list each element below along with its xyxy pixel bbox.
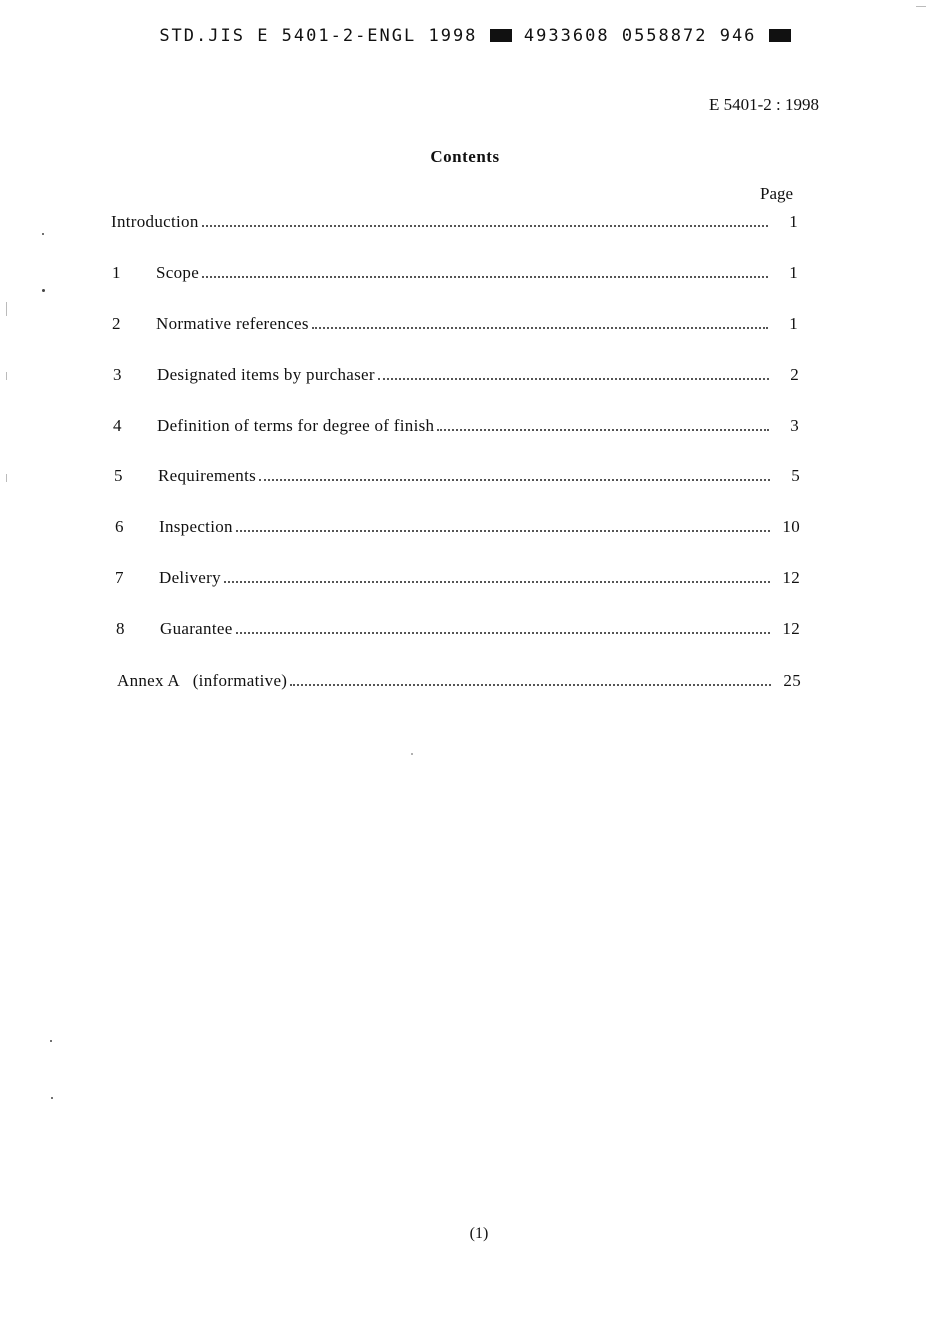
- page-number: (1): [469, 1225, 489, 1242]
- scan-speck: [50, 1040, 52, 1042]
- toc-entry-label: Introduction: [111, 212, 199, 231]
- toc-entry-label: Definition of terms for degree of finish: [157, 416, 435, 435]
- toc-entry-page: 12: [782, 568, 800, 587]
- toc-leader-dots: [236, 628, 770, 634]
- toc-entry[interactable]: [112, 314, 798, 334]
- toc-entry[interactable]: [113, 365, 799, 385]
- toc-leader-dots: [312, 323, 768, 329]
- toc-entry[interactable]: [112, 263, 798, 283]
- toc-entry-page: 25: [783, 671, 801, 690]
- toc-entry-page: 1: [789, 314, 798, 333]
- scan-speck: [51, 1097, 53, 1099]
- toc-entry-page: 2: [790, 365, 799, 384]
- toc-entry-number: 4: [113, 416, 122, 435]
- toc-leader-dots: [378, 374, 769, 380]
- toc-leader-dots: [202, 272, 768, 278]
- header-stamp: [0, 26, 950, 46]
- toc-entry-number: 8: [116, 619, 125, 638]
- header-stamp-code-2: 0558872 946: [621, 26, 757, 46]
- toc-entry-label: Scope: [156, 263, 200, 282]
- header-stamp-text: STD.JIS E 5401-2-ENGL 1998: [159, 26, 478, 46]
- scan-mark: [916, 6, 926, 7]
- toc-entry-number: 3: [113, 365, 122, 384]
- toc-entry-number: 5: [114, 466, 123, 485]
- contents-title: Contents: [430, 147, 500, 166]
- toc-entry-label: Designated items by purchaser: [157, 365, 375, 384]
- toc-entry[interactable]: [117, 671, 801, 691]
- toc-entry[interactable]: [114, 466, 800, 486]
- toc-leader-dots: [437, 425, 769, 431]
- toc-leader-dots: [202, 221, 768, 227]
- scan-mark: [6, 372, 7, 380]
- toc-entry-number: 7: [115, 568, 124, 587]
- toc-leader-dots: [224, 577, 770, 583]
- scan-mark: [6, 302, 7, 316]
- header-stamp-code-1: 4933608: [523, 26, 610, 46]
- toc-entry-page: 10: [782, 517, 800, 536]
- toc-entry-label: Delivery: [159, 568, 221, 587]
- toc-leader-dots: [259, 475, 770, 481]
- toc-entry-number: 6: [115, 517, 124, 536]
- toc-entry[interactable]: [113, 416, 799, 436]
- scan-mark: [6, 474, 7, 482]
- redaction-block: [769, 29, 791, 42]
- toc-entry-label: Requirements: [158, 466, 257, 485]
- toc-entry[interactable]: [115, 517, 800, 537]
- toc-entry-label: Normative references: [156, 314, 309, 333]
- toc-entry-label: Annex A (informative): [117, 671, 288, 690]
- toc-entry[interactable]: [111, 212, 798, 232]
- toc-leader-dots: [290, 680, 771, 686]
- redaction-block: [490, 29, 512, 42]
- toc-entry-page: 12: [782, 619, 800, 638]
- document-id: E 5401-2 : 1998: [708, 95, 819, 114]
- scan-speck: [411, 753, 413, 755]
- toc-entry-number: 2: [112, 314, 121, 333]
- toc-entry-label: Inspection: [159, 517, 233, 536]
- scan-speck: [42, 233, 44, 235]
- toc-entry-label: Guarantee: [160, 619, 233, 638]
- toc-entry-number: 1: [112, 263, 121, 282]
- toc-entry-page: 3: [790, 416, 799, 435]
- page-column-label: Page: [760, 184, 794, 203]
- scan-speck: [42, 289, 45, 292]
- toc-entry-page: 5: [791, 466, 800, 485]
- toc-entry[interactable]: [115, 568, 800, 588]
- toc-leader-dots: [236, 526, 770, 532]
- toc-entry-page: 1: [789, 212, 798, 231]
- toc-entry[interactable]: [116, 619, 800, 639]
- toc-entry-page: 1: [789, 263, 798, 282]
